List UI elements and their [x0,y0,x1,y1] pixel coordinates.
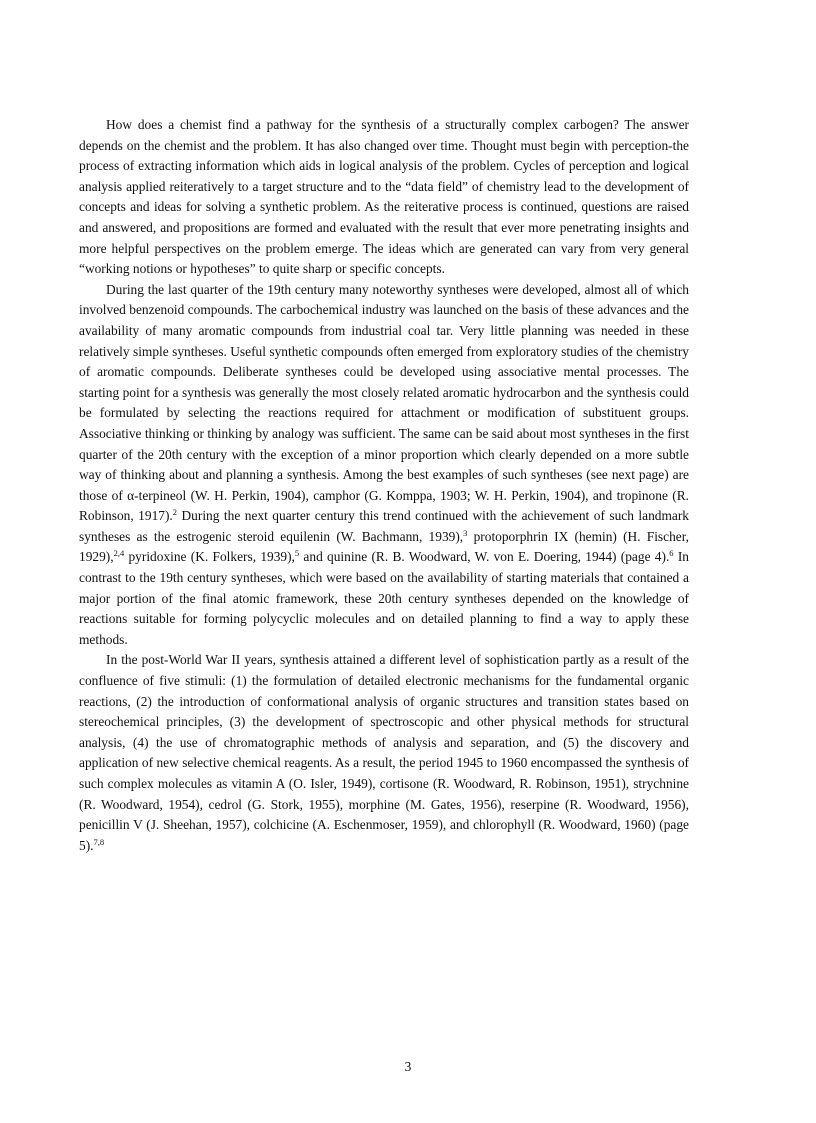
paragraph-1 [79,115,689,280]
text-segment: During the next quarter century this trend continued with the achievement of such landmark syntheses as the estrogenic steroid equilenin (W. Bachmann, 1939), [79,508,689,544]
text-segment: and quinine (R. B. Woodward, W. von E. Doering, 1944) (page 4). [299,549,670,565]
text-segment: In the post-World War II years, synthesis attained a different level of sophistication partly as a result of the confluence of five stimuli: (1) the formulation of detailed electronic mechanisms for the fundamental organic reactions, (2) the introduction of conformational analysis of organic structures and transition states based on stereochemical principles, (3) the development of spectroscopic and other physical methods for structural analysis, (4) the use of chromatographic methods of analysis and separation, and (5) the discovery and application of new selective chemical reagents. As a result, the period 1945 to 1960 encompassed the synthesis of such complex molecules as vitamin A (O. Isler, 1949), cortisone (R. Woodward, R. Robinson, 1951), strychnine (R. Woodward, 1954), cedrol (G. Stork, 1955), morphine (M. Gates, 1956), reserpine (R. Woodward, 1956), penicillin V (J. Sheehan, 1957), colchicine (A. Eschenmoser, 1959), and chlorophyll (R. Woodward, 1960) (page 5). [79,652,689,853]
paragraph-2 [79,280,689,651]
page-number: 3 [404,1059,412,1074]
reference-marker: 6 [669,548,674,559]
text-segment: pyridoxine (K. Folkers, 1939), [124,549,295,565]
reference-marker: 5 [294,548,300,559]
reference-marker: 2 [172,507,178,518]
page-body [79,115,689,856]
reference-marker: 2,4 [113,548,125,559]
text-segment: During the last quarter of the 19th century many noteworthy syntheses were developed, almost all of which involved benzenoid compounds. The carbochemical industry was launched on the basis of these advances and the availability of many aromatic compounds from industrial coal tar. Very little planning was needed in these relatively simple syntheses. Useful synthetic compounds often emerged from exploratory studies of the chemistry of aromatic compounds. Deliberate syntheses could be developed using associative mental processes. The starting point for a synthesis was generally the most closely related aromatic hydrocarbon and the synthesis could be formulated by selecting the reactions required for attachment or modification of substituent groups. Associative thinking or thinking by analogy was sufficient. The same can be said about most syntheses in the first quarter of the 20th century with the exception of a minor proportion which clearly depended on a more subtle way of thinking about and planning a synthesis. Among the best examples of such syntheses (see next page) are those of α-terpineol (W. H. Perkin, 1904), camphor (G. Komppa, 1903; W. H. Perkin, 1904), and tropinone (R. Robinson, 1917). [79,281,689,524]
text-segment: protoporphrin IX (hemin) (H. Fischer, 1929), [79,528,689,565]
paragraph-3 [79,650,689,856]
text-segment: How does a chemist find a pathway for the synthesis of a structurally complex carbogen? The answer depends on the chemist and the problem. It has also changed over time. Thought must begin with perception-the process of extracting information which aids in logical analysis of the problem. Cycles of perception and logical analysis applied reiteratively to a target structure and to the “data field” of chemistry lead to the development of concepts and ideas for solving a synthetic problem. As the reiterative process is continued, questions are raised and answered, and propositions are formed and evaluated with the result that ever more penetrating insights and more helpful perspectives on the problem emerge. The ideas which are generated can vary from very general “working notions or hypotheses” to quite sharp or specific concepts. [79,117,689,277]
reference-marker: 3 [463,527,468,538]
text-segment: In contrast to the 19th century syntheses, which were based on the availability of starting materials that contained a major portion of the final atomic framework, these 20th century syntheses depended on the knowledge of reactions suitable for forming polycyclic molecules and on detailed planning to find a way to apply these methods. [79,549,689,647]
reference-marker: 7,8 [93,836,105,847]
